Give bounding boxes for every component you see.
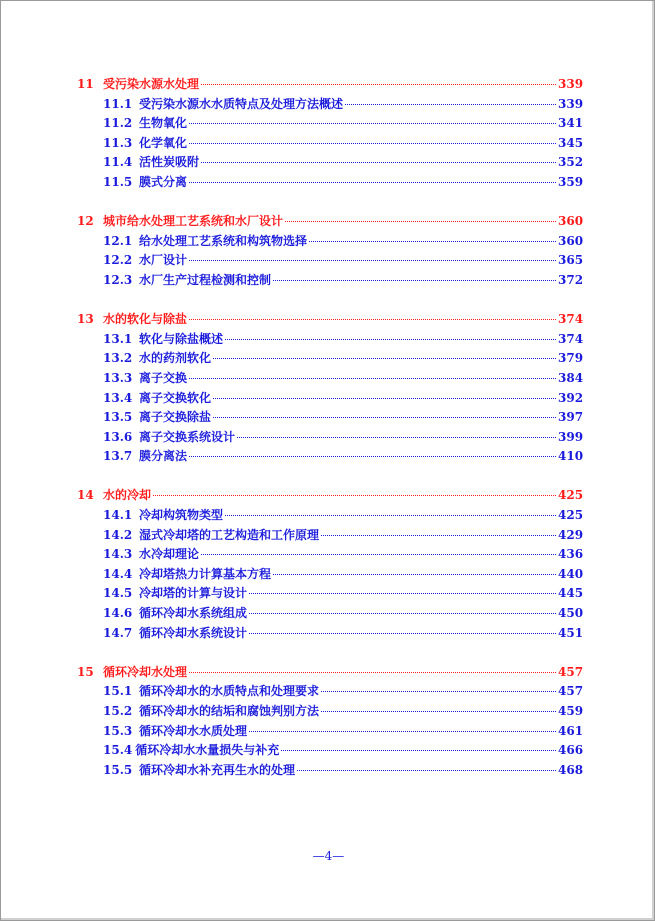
section-title: 循环冷却水水质处理 bbox=[139, 723, 248, 738]
page-number: 392 bbox=[558, 390, 584, 405]
toc-chapter-entry[interactable] bbox=[77, 75, 584, 95]
toc-section-entry[interactable] bbox=[77, 251, 584, 271]
chapter-title: 城市给水处理工艺系统和水厂设计 bbox=[103, 214, 284, 229]
page-number: 466 bbox=[558, 743, 584, 758]
page-number: 429 bbox=[558, 527, 584, 542]
dot-leader bbox=[201, 84, 556, 85]
section-number: 11.4 bbox=[103, 155, 133, 170]
page-number: 352 bbox=[558, 155, 584, 170]
page-number: 397 bbox=[558, 410, 584, 425]
toc-chapter-entry[interactable] bbox=[77, 486, 584, 506]
dot-leader bbox=[189, 260, 556, 261]
toc-section-entry[interactable] bbox=[77, 389, 584, 409]
toc-section-entry[interactable] bbox=[77, 545, 584, 565]
section-title: 离子交换除盐 bbox=[139, 410, 212, 425]
section-number: 12.2 bbox=[103, 253, 133, 268]
section-number: 13.1 bbox=[103, 331, 133, 346]
dot-leader bbox=[213, 417, 556, 418]
section-title: 循环冷却水的水质特点和处理要求 bbox=[139, 684, 320, 699]
page-number: 445 bbox=[558, 586, 584, 601]
section-number: 14.4 bbox=[103, 566, 133, 581]
chapter-number: 11 bbox=[77, 77, 94, 91]
page-number: 384 bbox=[558, 370, 584, 385]
dot-leader bbox=[321, 691, 556, 692]
toc-section-entry[interactable] bbox=[77, 624, 584, 644]
toc-section-entry[interactable] bbox=[77, 761, 584, 781]
dot-leader bbox=[189, 672, 556, 673]
section-title: 受污染水源水水质特点及处理方法概述 bbox=[139, 96, 344, 111]
dot-leader bbox=[281, 750, 556, 751]
toc-section-entry[interactable] bbox=[77, 702, 584, 722]
section-number: 13.3 bbox=[103, 370, 133, 385]
section-title: 循环冷却水系统设计 bbox=[139, 625, 248, 640]
section-number: 14.3 bbox=[103, 547, 133, 562]
page-number: 440 bbox=[558, 566, 584, 581]
chapter-spacer bbox=[77, 193, 580, 213]
chapter-spacer bbox=[77, 467, 580, 487]
toc-section-entry[interactable] bbox=[77, 134, 584, 154]
section-title: 离子交换软化 bbox=[139, 390, 212, 405]
dot-leader bbox=[201, 162, 556, 163]
chapter-title: 水的冷却 bbox=[103, 488, 152, 503]
toc-section-entry[interactable] bbox=[77, 722, 584, 742]
table-of-contents bbox=[77, 75, 584, 780]
toc-chapter-entry[interactable] bbox=[77, 310, 584, 330]
section-number: 14.2 bbox=[103, 527, 133, 542]
dot-leader bbox=[189, 378, 556, 379]
dot-leader bbox=[225, 339, 556, 340]
chapter-title: 循环冷却水处理 bbox=[103, 664, 188, 679]
page-number: 359 bbox=[558, 174, 584, 189]
page-number: 457 bbox=[558, 664, 584, 679]
page-number: 341 bbox=[558, 116, 584, 131]
dot-leader bbox=[213, 398, 556, 399]
dot-leader bbox=[285, 221, 556, 222]
page-number: 425 bbox=[558, 508, 584, 523]
toc-chapter-entry[interactable] bbox=[77, 212, 584, 232]
chapter-number: 14 bbox=[77, 488, 94, 503]
dot-leader bbox=[189, 123, 556, 124]
section-title: 冷却构筑物类型 bbox=[139, 508, 224, 523]
section-title: 离子交换 bbox=[139, 370, 188, 385]
dot-leader bbox=[321, 535, 556, 536]
toc-section-entry[interactable] bbox=[77, 682, 584, 702]
toc-chapter-entry[interactable] bbox=[77, 663, 584, 683]
toc-section-entry[interactable] bbox=[77, 153, 584, 173]
section-title: 冷却塔的计算与设计 bbox=[139, 586, 248, 601]
dot-leader bbox=[189, 456, 556, 457]
toc-section-entry[interactable] bbox=[77, 232, 584, 252]
page-number: 399 bbox=[558, 429, 584, 444]
page-number: 339 bbox=[558, 96, 584, 111]
page-number: 365 bbox=[558, 253, 584, 268]
page-number: 459 bbox=[558, 704, 584, 718]
page-number: 468 bbox=[558, 762, 584, 777]
section-title: 给水处理工艺系统和构筑物选择 bbox=[139, 233, 308, 248]
section-title: 水冷却理论 bbox=[139, 547, 200, 562]
page-number: 436 bbox=[558, 547, 584, 562]
section-number: 13.7 bbox=[103, 449, 133, 464]
toc-section-entry[interactable] bbox=[77, 173, 584, 193]
section-number: 14.5 bbox=[103, 586, 133, 601]
page-number: 451 bbox=[558, 625, 584, 640]
dot-leader bbox=[309, 241, 556, 242]
page-number: 372 bbox=[558, 272, 584, 287]
page-number: 339 bbox=[558, 77, 584, 91]
page-number: 450 bbox=[558, 606, 584, 621]
page-number: 425 bbox=[558, 488, 584, 503]
page-number: 379 bbox=[558, 351, 584, 366]
section-number: 11.5 bbox=[103, 174, 133, 189]
page-number: 461 bbox=[558, 723, 584, 738]
toc-section-entry[interactable] bbox=[77, 741, 584, 761]
dot-leader bbox=[189, 143, 556, 144]
dot-leader bbox=[345, 104, 556, 105]
dot-leader bbox=[249, 593, 556, 594]
dot-leader bbox=[249, 633, 556, 634]
toc-section-entry[interactable] bbox=[77, 369, 584, 389]
chapter-number: 15 bbox=[77, 664, 94, 679]
toc-section-entry[interactable] bbox=[77, 565, 584, 585]
dot-leader bbox=[237, 437, 556, 438]
section-number: 15.5 bbox=[103, 762, 133, 777]
section-title: 生物氧化 bbox=[139, 116, 188, 131]
page-number: 374 bbox=[558, 331, 584, 346]
chapter-spacer bbox=[77, 291, 580, 311]
section-number: 13.5 bbox=[103, 410, 133, 425]
toc-section-entry[interactable] bbox=[77, 584, 584, 604]
section-number: 14.6 bbox=[103, 606, 133, 621]
chapter-spacer bbox=[77, 643, 580, 663]
section-number: 14.7 bbox=[103, 625, 133, 640]
toc-section-entry[interactable] bbox=[77, 95, 584, 115]
section-title: 循环冷却水系统组成 bbox=[139, 606, 248, 621]
section-title: 循环冷却水的结垢和腐蚀判别方法 bbox=[139, 704, 320, 718]
section-title: 离子交换系统设计 bbox=[139, 429, 236, 444]
section-number: 11.3 bbox=[103, 135, 133, 150]
toc-section-entry[interactable] bbox=[77, 447, 584, 467]
section-number: 11.1 bbox=[103, 96, 133, 111]
toc-section-entry[interactable] bbox=[77, 428, 584, 448]
section-number: 14.1 bbox=[103, 508, 133, 523]
toc-section-entry[interactable] bbox=[77, 114, 584, 134]
dot-leader bbox=[297, 770, 556, 771]
section-title: 水厂生产过程检测和控制 bbox=[139, 272, 272, 287]
section-number: 12.1 bbox=[103, 233, 133, 248]
section-number: 13.6 bbox=[103, 429, 133, 444]
section-title: 膜分离法 bbox=[139, 449, 188, 464]
page-number-footer: —4— bbox=[312, 849, 345, 863]
dot-leader bbox=[273, 574, 556, 575]
section-title: 循环冷却水补充再生水的处理 bbox=[139, 762, 296, 777]
section-title: 湿式冷却塔的工艺构造和工作原理 bbox=[139, 527, 320, 542]
section-title: 水的药剂软化 bbox=[139, 351, 212, 366]
toc-section-entry[interactable] bbox=[77, 408, 584, 428]
section-number: 15.1 bbox=[103, 684, 133, 699]
toc-section-entry[interactable] bbox=[77, 506, 584, 526]
section-number: 13.2 bbox=[103, 351, 133, 366]
dot-leader bbox=[249, 613, 556, 614]
page-number: 360 bbox=[558, 214, 584, 229]
page-number: 457 bbox=[558, 684, 584, 699]
section-title: 膜式分离 bbox=[139, 174, 188, 189]
toc-section-entry[interactable] bbox=[77, 349, 584, 369]
chapter-number: 13 bbox=[77, 312, 94, 327]
chapter-title: 受污染水源水处理 bbox=[103, 77, 200, 91]
toc-section-entry[interactable] bbox=[77, 330, 584, 350]
section-title: 化学氧化 bbox=[139, 135, 188, 150]
dot-leader bbox=[249, 731, 556, 732]
section-title: 循环冷却水水量损失与补充 bbox=[135, 743, 280, 758]
dot-leader bbox=[153, 495, 556, 496]
toc-section-entry[interactable] bbox=[77, 271, 584, 291]
section-title: 冷却塔热力计算基本方程 bbox=[139, 566, 272, 581]
dot-leader bbox=[189, 319, 556, 320]
dot-leader bbox=[213, 358, 556, 359]
page-number: 410 bbox=[558, 449, 584, 464]
section-title: 活性炭吸附 bbox=[139, 155, 200, 170]
page-number: 360 bbox=[558, 233, 584, 248]
toc-section-entry[interactable] bbox=[77, 604, 584, 624]
chapter-number: 12 bbox=[77, 214, 94, 229]
section-number: 12.3 bbox=[103, 272, 133, 287]
section-number: 15.3 bbox=[103, 723, 133, 738]
section-number: 11.2 bbox=[103, 116, 133, 131]
dot-leader bbox=[225, 515, 556, 516]
page-number: 345 bbox=[558, 135, 584, 150]
section-number: 15.2 bbox=[103, 704, 133, 718]
chapter-title: 水的软化与除盐 bbox=[103, 312, 188, 327]
dot-leader bbox=[321, 711, 556, 712]
dot-leader bbox=[273, 280, 556, 281]
section-title: 水厂设计 bbox=[139, 253, 188, 268]
dot-leader bbox=[189, 182, 556, 183]
section-number: 13.4 bbox=[103, 390, 133, 405]
dot-leader bbox=[201, 554, 556, 555]
page-number: 374 bbox=[558, 312, 584, 327]
toc-section-entry[interactable] bbox=[77, 526, 584, 546]
section-title: 软化与除盐概述 bbox=[139, 331, 224, 346]
section-number: 15.4 bbox=[103, 743, 133, 758]
